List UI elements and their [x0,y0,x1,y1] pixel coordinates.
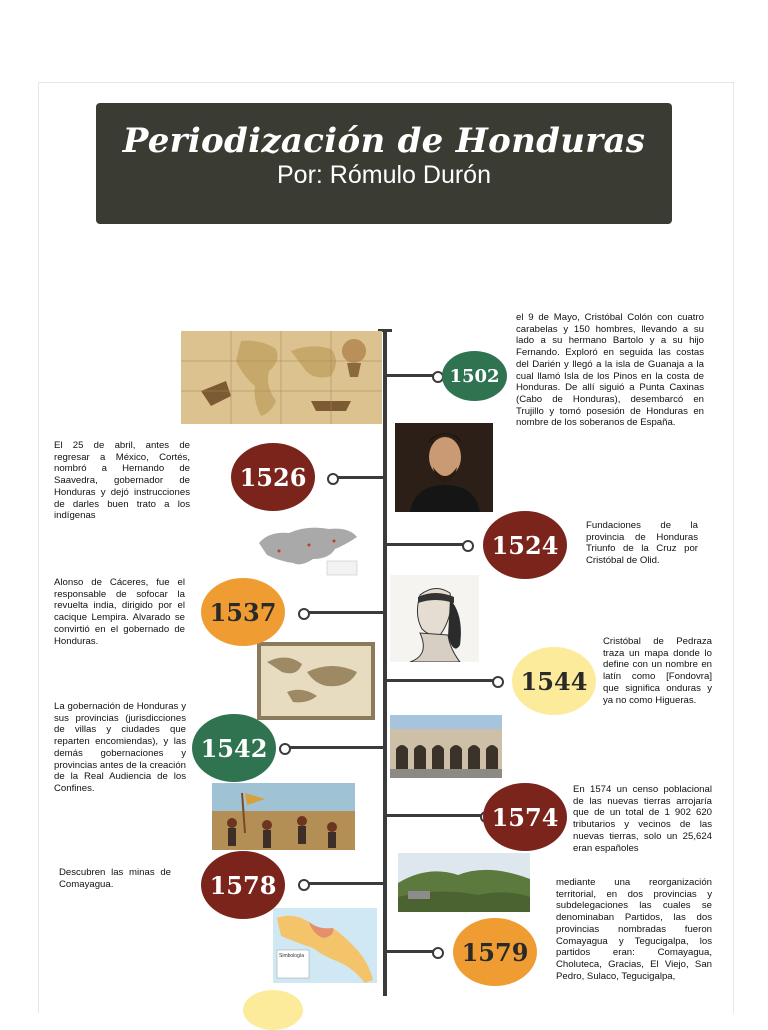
page-subtitle: Por: Rómulo Durón [277,161,491,189]
year-circle-1502 [442,351,507,401]
year-circle-1574 [483,783,567,851]
event-text-1544: Cristóbal de Pedraza traza un mapa donde lo define con un nombre en latín como [Fondovra] que significa onduras y ya no como Higueras. [603,636,712,706]
conquistador-portrait-image [395,423,493,512]
connector-1537 [303,611,383,614]
connector-1544 [386,679,496,682]
node-1524 [462,540,474,552]
title-banner [96,103,672,224]
colonial-arcade-photo-image [390,715,502,778]
node-1544 [492,676,504,688]
node-1526 [327,473,339,485]
conquest-painting-image [212,783,355,850]
comayagua-landscape-photo-image [398,853,530,912]
connector-1502 [386,374,436,377]
year-circle-1526 [231,443,315,511]
connector-1524 [386,543,466,546]
year-label-1574: 1574 [491,802,559,832]
year-label-1544: 1544 [520,666,588,696]
node-1537 [298,608,310,620]
year-label-1579: 1579 [461,937,529,967]
year-circle-1544 [512,647,596,715]
connector-1542 [284,746,383,749]
year-circle-1524 [483,511,567,579]
old-world-map-image [181,331,382,424]
node-1542 [279,743,291,755]
year-circle-partial [243,990,303,1030]
connector-1579 [386,950,436,953]
year-label-1542: 1542 [200,733,268,763]
connector-1526 [332,476,383,479]
central-america-map-image [273,908,377,983]
event-text-1542: La gobernación de Honduras y sus provincias (jurisdicciones de villas y ciudades que reparten encomiendas), y las demás gobernaciones y provincias antes de la creación de la Real Audiencia de los Confines. [54,701,186,794]
year-circle-1537 [201,578,285,646]
node-1578 [298,879,310,891]
indigenous-chief-drawing-image [390,575,479,662]
event-text-1578: Descubren las minas de Comayagua. [59,867,171,890]
year-label-1526: 1526 [239,462,307,492]
honduras-map-image [249,515,363,579]
event-text-1524: Fundaciones de la provincia de Honduras Triunfo de la Cruz por Cristóbal de Olid. [586,520,698,567]
event-text-1537: Alonso de Cáceres, fue el responsable de sofocar la revuelta india, dirigido por el cacique Lempira. Alvarado se convirtió en el gobernado de Honduras. [54,577,185,647]
connector-1574 [386,814,484,817]
map-legend-title: Simbología [279,953,305,959]
page-title: Periodización de Honduras [122,121,646,161]
year-label-1524: 1524 [491,530,559,560]
event-text-1502: el 9 de Mayo, Cristóbal Colón con cuatro carabelas y 150 hombres, llevando a su lado a su hermano Bartolo y a su hijo Fernando. Exploró en seguida las costas del Darién y llegó a la isla de Guanaja a la cual llamó Isla de los Pinos en la costa de Honduras. De allí siguió a Punta Caxinas (Cabo de Honduras), desembarcó en Trujillo y tomó posesión de Honduras en nombre de los soberanos de España. [516,312,704,429]
event-text-1526: El 25 de abril, antes de regresar a México, Cortés, nombró a Hernando de Saavedra, gobernador de Honduras y dejó instrucciones de darles buen trato a los indígenas [54,440,190,522]
year-label-1578: 1578 [209,870,277,900]
year-label-1537: 1537 [209,597,277,627]
connector-1578 [303,882,383,885]
timeline-axis [383,330,387,996]
year-circle-1578 [201,851,285,919]
caribbean-antique-map-image [257,642,375,720]
year-circle-1542 [192,714,276,782]
event-text-1579: mediante una reorganización territorial, en dos provincias y subdelegaciones las cuales se denominaban Partidos, las dos provincias nombradas fueron Comayagua y Tegucigalpa, los partidos eran: Comayagua, Choluteca, Gracias, El Viejo, San Pedro, Sulaco, Tegucigalpa, [556,877,712,982]
node-1579 [432,947,444,959]
year-label-1502: 1502 [449,365,500,387]
event-text-1574: En 1574 un censo poblacional de las nuevas tierras arrojaría que de un total de 1 902 620 tributarios y vecinos de las nuevas tierras, solo un 25,624 eran españoles [573,784,712,854]
year-circle-1579 [453,918,537,986]
